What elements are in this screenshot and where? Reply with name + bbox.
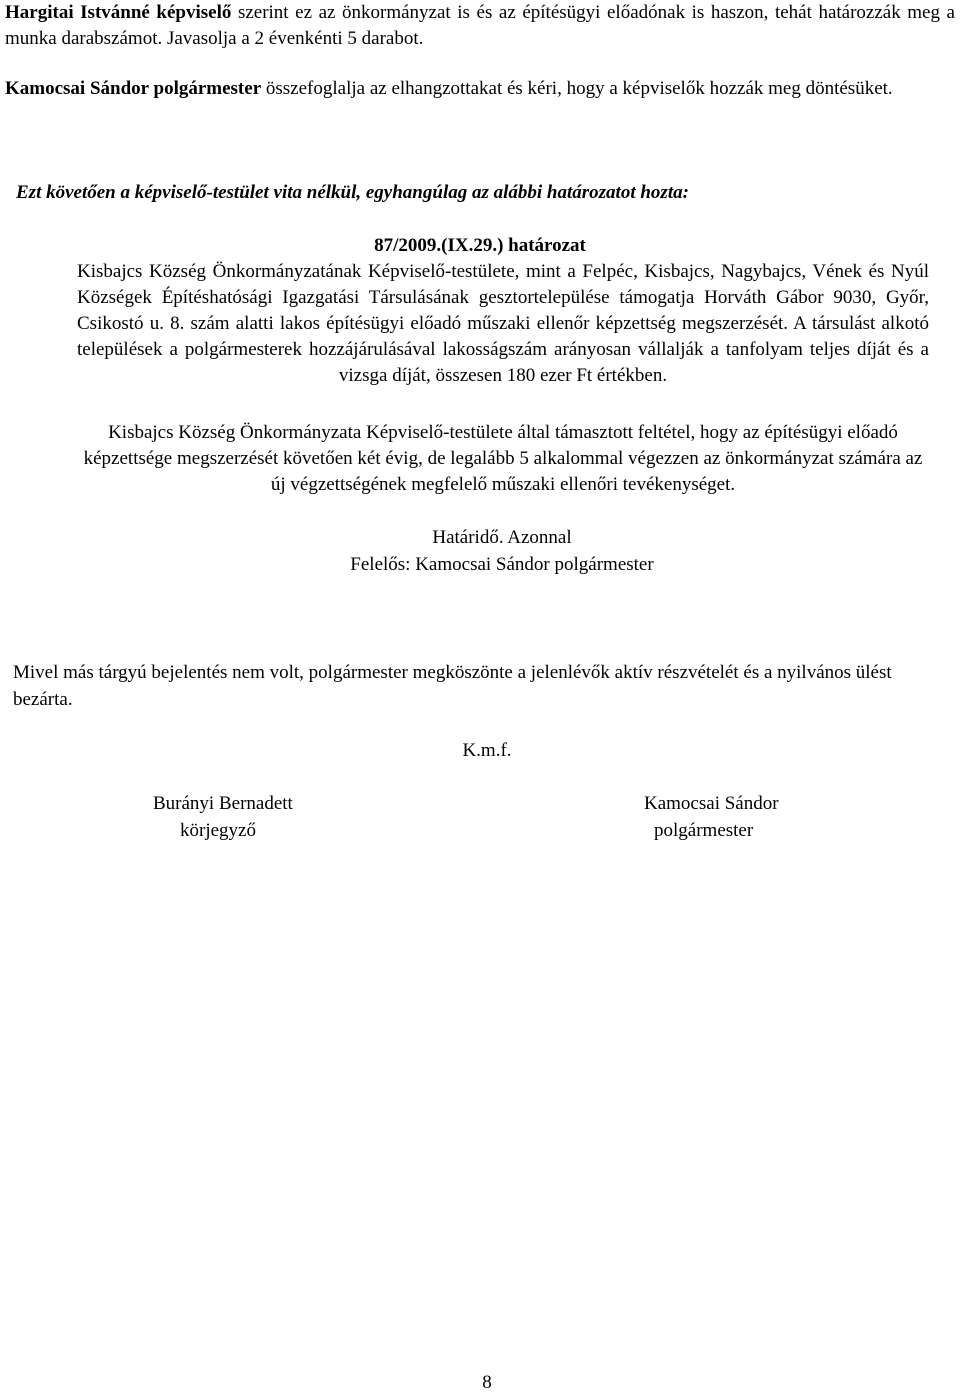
resolution-number: 87/2009.(IX.29.) határozat [374, 235, 586, 256]
resolution-deadline: Határidő. Azonnal [432, 527, 572, 548]
resolution-intro: Ezt követően a képviselő-testület vita nélkül, egyhangúlag az alábbi határozatot hozta: [16, 182, 689, 203]
paragraph-text: összefoglalja az elhangzottakat és kéri, hogy a képviselők hozzák meg döntésüket. [261, 78, 893, 99]
paragraph-hargitai [5, 0, 955, 52]
resolution-responsible: Felelős: Kamocsai Sándor polgármester [350, 554, 654, 575]
closing-paragraph: Mivel más tárgyú bejelentés nem volt, polgármester megköszönte a jelenlévők aktív részvételét és a nyilvános ülést bezárta. [13, 662, 892, 710]
paragraph-text: szerint ez az önkormányzat is és az építésügyi előadónak is haszon, tehát határozzák meg a munka darabszámot. Javasolja a 2 évenkénti 5 darabot. [5, 2, 955, 49]
resolution-body-2: Kisbajcs Község Önkormányzata Képviselő-testülete által támasztott feltétel, hogy az építésügyi előadó képzettsége megszerzését követően két évig, de legalább 5 alkalommal végezzen az önkormányzat számára az új végzettségének megfelelő műszaki ellenőri tevékenységet. [83, 422, 923, 495]
paragraph-kamocsai [5, 76, 955, 102]
kmf-label: K.m.f. [462, 740, 512, 761]
signatory-name: Kamocsai Sándor [644, 793, 779, 814]
resolution-body-1: Kisbajcs Község Önkormányzatának Képviselő-testülete, mint a Felpéc, Kisbajcs, Nagybajcs, Vének és Nyúl Községek Építéshatósági Igazgatási Társulásának gesztortelepülése támogatja Horváth Gábor 9030, Győr, Csikostó u. 8. szám alatti lakos építésügyi előadó műszaki ellenőr képzettség megszerzését. A társulást alkotó települések a polgármesterek hozzájárulásával lakosságszám arányosan vállalják a tanfolyam teljes díját és a vizsga díját, összesen 180 ezer Ft értékben. [77, 261, 929, 386]
speaker-name: Kamocsai Sándor polgármester [5, 78, 262, 99]
signature-left [153, 790, 293, 844]
signatory-role: polgármester [654, 820, 754, 841]
signatory-role: körjegyző [180, 820, 256, 841]
speaker-name: Hargitai Istvánné képviselő [5, 2, 232, 23]
page-number: 8 [482, 1372, 492, 1393]
signatory-name: Burányi Bernadett [153, 793, 293, 814]
signature-right [644, 790, 779, 844]
